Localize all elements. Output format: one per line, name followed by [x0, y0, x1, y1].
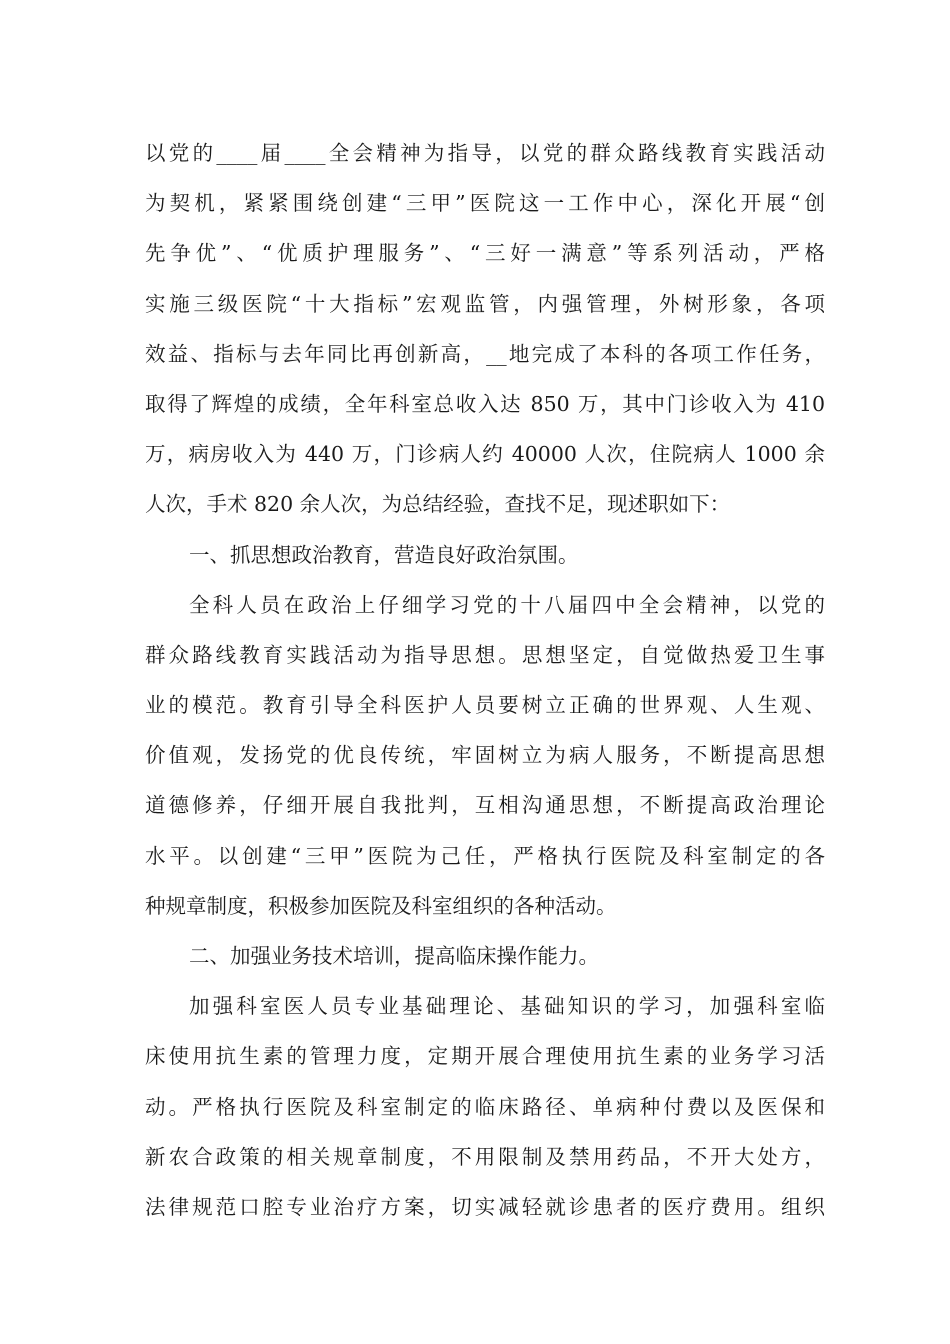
text-line: 新农合政策的相关规章制度，不用限制及禁用药品，不开大处方， [145, 1144, 825, 1169]
text-line: 为契机，紧紧围绕创建“三甲”医院这一工作中心，深化开展“创 [145, 191, 825, 216]
text-line: 先争优”、“优质护理服务”、“三好一满意”等系列活动，严格 [145, 241, 825, 266]
text-line: 水平。以创建“三甲”医院为己任，严格执行医院及科室制定的各 [145, 843, 825, 868]
text-line: 价值观，发扬党的优良传统，牢固树立为病人服务，不断提高思想 [145, 743, 825, 768]
text-line: 人次，手术 820 余人次，为总结经验，查找不足，现述职如下： [145, 492, 731, 517]
text-line: 法律规范口腔专业治疗方案，切实减轻就诊患者的医疗费用。组织 [145, 1194, 825, 1219]
section-heading: 二、加强业务技术培训，提高临床操作能力。 [189, 944, 599, 968]
text-line: 加强科室医人员专业基础理论、基础知识的学习，加强科室临 [189, 994, 825, 1019]
section-heading: 一、抓思想政治教育，营造良好政治氛围。 [189, 542, 579, 567]
text-line: 动。严格执行医院及科室制定的临床路径、单病种付费以及医保和 [145, 1094, 825, 1119]
text-line: 群众路线教育实践活动为指导思想。思想坚定，自觉做热爱卫生事 [145, 642, 825, 667]
text-line: 业的模范。教育引导全科医护人员要树立正确的世界观、人生观、 [145, 693, 825, 718]
text-line: 取得了辉煌的成绩，全年科室总收入达 850 万，其中门诊收入为 410 [145, 391, 825, 416]
text-line: 种规章制度，积极参加医院及科室组织的各种活动。 [145, 893, 617, 918]
text-line: 全科人员在政治上仔细学习党的十八届四中全会精神，以党的 [189, 592, 825, 617]
text-line: 道德修养，仔细开展自我批判，互相沟通思想，不断提高政治理论 [145, 793, 825, 818]
text-line: 实施三级医院“十大指标”宏观监管，内强管理，外树形象，各项 [145, 291, 825, 316]
text-line: 床使用抗生素的管理力度，定期开展合理使用抗生素的业务学习活 [145, 1044, 825, 1069]
text-line: 效益、指标与去年同比再创新高，__地完成了本科的各项工作任务， [145, 341, 825, 366]
document-body [145, 128, 825, 1232]
text-line: 以党的____届____全会精神为指导，以党的群众路线教育实践活动 [145, 141, 825, 165]
text-line: 万，病房收入为 440 万，门诊病人约 40000 人次，住院病人 1000 余 [145, 442, 825, 467]
